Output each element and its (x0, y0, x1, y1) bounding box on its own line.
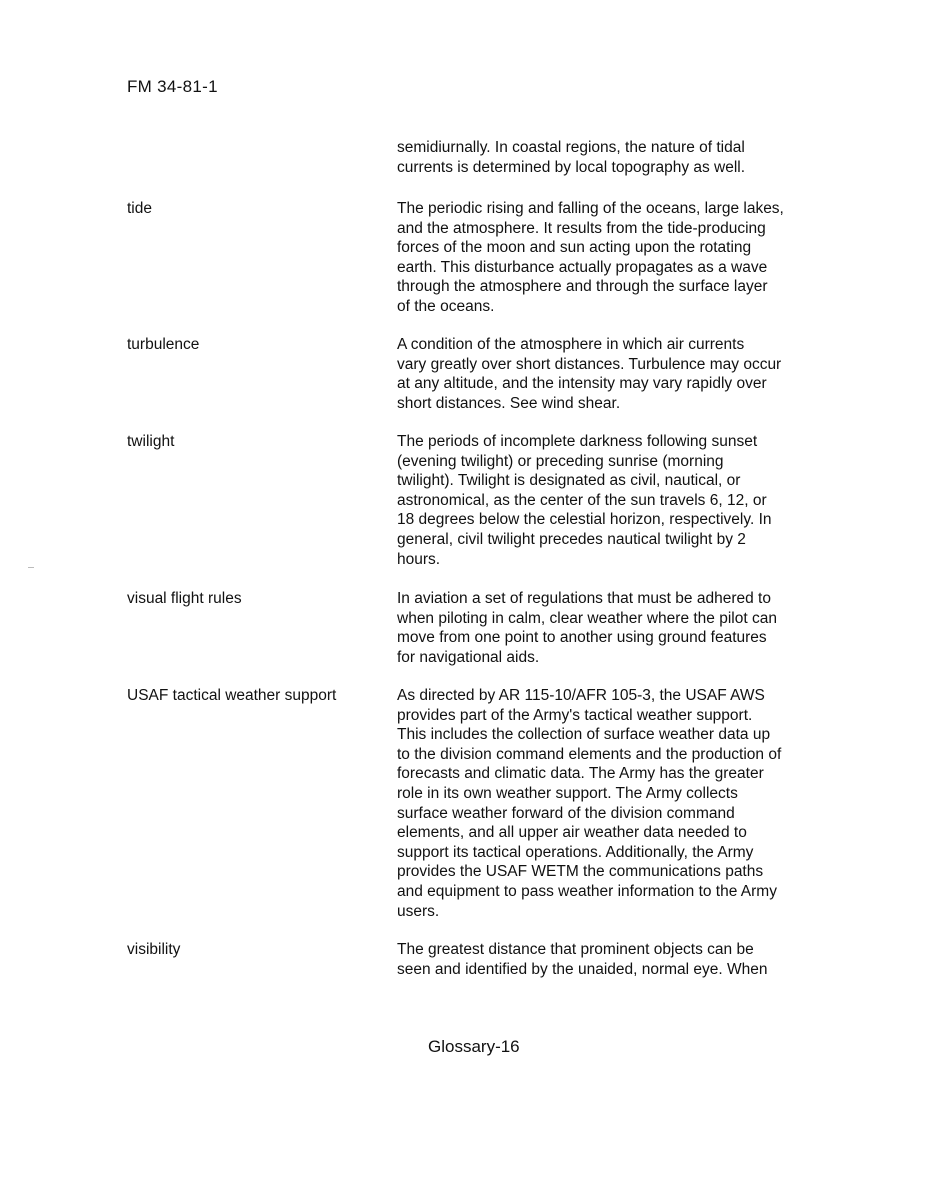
definition-line: support its tactical operations. Additionally, the Army (397, 843, 754, 861)
glossary-term-usaf-tactical-weather-support: USAF tactical weather support (127, 687, 337, 704)
definition-line: semidiurnally. In coastal regions, the nature of tidal (397, 139, 745, 156)
definition-line: astronomical, as the center of the sun travels 6, 12, or (397, 491, 767, 509)
definition-line: and the atmosphere. It results from the tide-producing (397, 219, 766, 237)
definition-line: forces of the moon and sun acting upon the rotating (397, 239, 752, 257)
definition-line: provides part of the Army's tactical weather support. (397, 706, 753, 724)
definition-line: seen and identified by the unaided, normal eye. When (397, 960, 768, 978)
definition-line: (evening twilight) or preceding sunrise (morning (397, 452, 724, 470)
glossary-term-twilight: twilight (127, 433, 175, 450)
definition-line: at any altitude, and the intensity may vary rapidly over (397, 375, 767, 393)
page-number-footer: Glossary-16 (428, 1037, 520, 1056)
definition-line: elements, and all upper air weather data needed to (397, 824, 747, 842)
definition-line: role in its own weather support. The Army collects (397, 784, 738, 802)
glossary-definition-twilight (397, 432, 842, 569)
definition-line: A condition of the atmosphere in which air currents (397, 336, 745, 353)
definition-line: of the oceans. (397, 297, 495, 315)
glossary-term-tide: tide (127, 200, 152, 217)
definition-line: earth. This disturbance actually propagates as a wave (397, 258, 768, 276)
definition-line: currents is determined by local topography as well. (397, 158, 746, 176)
definition-line: through the atmosphere and through the surface layer (397, 278, 768, 296)
definition-line: The periods of incomplete darkness following sunset (397, 433, 758, 450)
glossary-definition-visibility (397, 940, 842, 979)
definition-line: twilight). Twilight is designated as civil, nautical, or (397, 472, 741, 490)
glossary-term-visibility: visibility (127, 941, 181, 958)
definition-line: surface weather forward of the division command (397, 804, 735, 822)
glossary-definition-usaf-tactical-weather-support (397, 686, 842, 921)
scan-artifact-mark (28, 567, 34, 568)
definition-line: to the division command elements and the production of (397, 745, 782, 763)
glossary-definition-visual-flight-rules (397, 589, 842, 667)
definition-line: for navigational aids. (397, 648, 540, 666)
definition-line: when piloting in calm, clear weather where the pilot can (397, 609, 777, 627)
definition-line: This includes the collection of surface weather data up (397, 726, 771, 744)
definition-line: 18 degrees below the celestial horizon, respectively. In (397, 511, 772, 529)
definition-line: hours. (397, 550, 441, 568)
definition-line: provides the USAF WETM the communications paths (397, 863, 764, 881)
definition-line: vary greatly over short distances. Turbulence may occur (397, 355, 782, 373)
definition-line: forecasts and climatic data. The Army has the greater (397, 765, 764, 783)
glossary-definition-turbulence (397, 335, 842, 413)
glossary-definition-continued (397, 138, 842, 177)
glossary-term-visual-flight-rules: visual flight rules (127, 590, 242, 607)
definition-line: The greatest distance that prominent objects can be (397, 941, 754, 958)
glossary-definition-tide (397, 199, 842, 317)
definition-line: short distances. See wind shear. (397, 394, 621, 412)
definition-line: users. (397, 902, 440, 920)
document-id-header: FM 34-81-1 (127, 77, 218, 96)
definition-line: and equipment to pass weather information to the Army (397, 882, 777, 900)
definition-line: general, civil twilight precedes nautical twilight by 2 (397, 530, 746, 548)
definition-line: In aviation a set of regulations that must be adhered to (397, 590, 771, 607)
definition-line: As directed by AR 115-10/AFR 105-3, the USAF AWS (397, 687, 765, 704)
definition-line: The periodic rising and falling of the oceans, large lakes, (397, 200, 784, 217)
glossary-term-turbulence: turbulence (127, 336, 200, 353)
definition-line: move from one point to another using ground features (397, 629, 767, 647)
